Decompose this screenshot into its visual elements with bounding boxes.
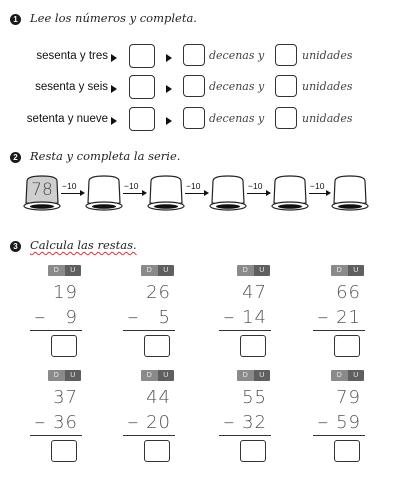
du-header-u: U	[65, 370, 82, 381]
minuend: 55	[242, 387, 267, 408]
subtrahend: 14	[242, 307, 267, 328]
answer-box[interactable]	[334, 335, 360, 357]
row-2-number-box[interactable]	[129, 75, 155, 99]
minus-sign: −	[223, 310, 235, 326]
subtrahend: 36	[53, 412, 78, 433]
answer-box[interactable]	[51, 335, 77, 357]
row-2-unidades-box[interactable]	[275, 75, 297, 97]
row-1-arrow-icon	[111, 54, 117, 62]
minus-sign: −	[127, 310, 139, 326]
du-header-d: D	[141, 265, 158, 276]
series-arrow-icon	[204, 190, 209, 196]
minuend: 47	[242, 282, 267, 303]
du-header	[331, 265, 364, 276]
answer-box[interactable]	[144, 335, 170, 357]
row-3-unidades-label: unidades	[302, 112, 353, 125]
subtrahend: 5	[158, 307, 171, 328]
row-3-number-box[interactable]	[129, 107, 155, 131]
series-cup-2[interactable]	[146, 175, 186, 217]
row-2-decenas-label: decenas y	[209, 80, 265, 93]
section-1-title: Lee los números y completa.	[30, 11, 197, 25]
du-header-d: D	[141, 370, 158, 381]
result-rule	[123, 435, 175, 436]
du-header-d: D	[331, 265, 348, 276]
row-3-label: setenta y nueve	[26, 113, 108, 125]
row-2-arrow2-icon	[166, 85, 172, 93]
minus-sign: −	[127, 415, 139, 431]
series-arrow-icon	[326, 190, 331, 196]
result-rule	[313, 435, 365, 436]
du-header-u: U	[158, 370, 175, 381]
minus-sign: −	[317, 310, 329, 326]
minus-sign: −	[223, 415, 235, 431]
row-1-arrow2-icon	[166, 54, 172, 62]
series-arrow-line	[61, 193, 81, 194]
series-cup-3[interactable]	[208, 175, 248, 217]
section-2-number: 2	[10, 152, 21, 163]
series-arrow-line	[123, 193, 143, 194]
minuend: 26	[146, 282, 171, 303]
du-header-d: D	[237, 370, 254, 381]
du-header	[141, 370, 174, 381]
row-2-decenas-box[interactable]	[183, 75, 205, 97]
series-arrow-icon	[266, 190, 271, 196]
series-start-cup	[22, 175, 62, 217]
minuend: 79	[336, 387, 361, 408]
du-header-u: U	[348, 265, 365, 276]
series-cup-4[interactable]	[270, 175, 310, 217]
subtrahend: 59	[336, 412, 361, 433]
du-header-d: D	[237, 265, 254, 276]
result-rule	[30, 330, 82, 331]
series-start-value: 78	[31, 180, 53, 200]
series-step-label: −10	[186, 181, 201, 191]
du-header-u: U	[254, 370, 271, 381]
minus-sign: −	[34, 415, 46, 431]
row-3-unidades-box[interactable]	[275, 107, 297, 129]
answer-box[interactable]	[240, 440, 266, 462]
series-arrow-line	[185, 193, 205, 194]
series-arrow-line	[247, 193, 267, 194]
row-1-decenas-box[interactable]	[183, 44, 205, 66]
section-3-number: 3	[10, 241, 21, 252]
series-arrow-icon	[142, 190, 147, 196]
result-rule	[219, 330, 271, 331]
section-1-number: 1	[10, 14, 21, 25]
minuend: 44	[146, 387, 171, 408]
series-step-label: −10	[248, 181, 263, 191]
minuend: 19	[53, 282, 78, 303]
series-arrow-line	[309, 193, 327, 194]
subtrahend: 20	[146, 412, 171, 433]
row-2-unidades-label: unidades	[302, 80, 353, 93]
row-2-arrow-icon	[111, 85, 117, 93]
du-header	[48, 370, 81, 381]
du-header-d: D	[331, 370, 348, 381]
series-step-label: −10	[124, 181, 139, 191]
result-rule	[219, 435, 271, 436]
row-1-label: sesenta y tres	[36, 50, 108, 62]
row-3-decenas-label: decenas y	[209, 112, 265, 125]
section-3-title: Calcula las restas.	[30, 238, 137, 252]
minus-sign: −	[34, 310, 46, 326]
series-cup-1[interactable]	[84, 175, 124, 217]
result-rule	[123, 330, 175, 331]
series-cup-5[interactable]	[330, 175, 370, 217]
du-header-u: U	[65, 265, 82, 276]
section-2-title: Resta y completa la serie.	[30, 149, 181, 163]
row-3-arrow2-icon	[166, 117, 172, 125]
answer-box[interactable]	[51, 440, 77, 462]
du-header-d: D	[48, 370, 65, 381]
row-1-number-box[interactable]	[129, 44, 155, 68]
answer-box[interactable]	[144, 440, 170, 462]
du-header-d: D	[48, 265, 65, 276]
row-2-label: sesenta y seis	[35, 81, 108, 93]
du-header	[141, 265, 174, 276]
row-1-unidades-label: unidades	[302, 49, 353, 62]
row-3-arrow-icon	[111, 117, 117, 125]
series-step-label: −10	[310, 181, 325, 191]
series-step-label: −10	[62, 181, 77, 191]
minuend: 66	[336, 282, 361, 303]
answer-box[interactable]	[240, 335, 266, 357]
du-header	[48, 265, 81, 276]
minuend: 37	[53, 387, 78, 408]
du-header-u: U	[348, 370, 365, 381]
du-header-u: U	[158, 265, 175, 276]
subtrahend: 32	[242, 412, 267, 433]
du-header-u: U	[254, 265, 271, 276]
row-1-decenas-label: decenas y	[209, 49, 265, 62]
row-1-unidades-box[interactable]	[275, 44, 297, 66]
row-3-decenas-box[interactable]	[183, 107, 205, 129]
result-rule	[30, 435, 82, 436]
result-rule	[313, 330, 365, 331]
du-header	[237, 265, 270, 276]
minus-sign: −	[317, 415, 329, 431]
answer-box[interactable]	[334, 440, 360, 462]
subtrahend: 9	[65, 307, 78, 328]
series-arrow-icon	[80, 190, 85, 196]
du-header	[237, 370, 270, 381]
subtrahend: 21	[336, 307, 361, 328]
du-header	[331, 370, 364, 381]
